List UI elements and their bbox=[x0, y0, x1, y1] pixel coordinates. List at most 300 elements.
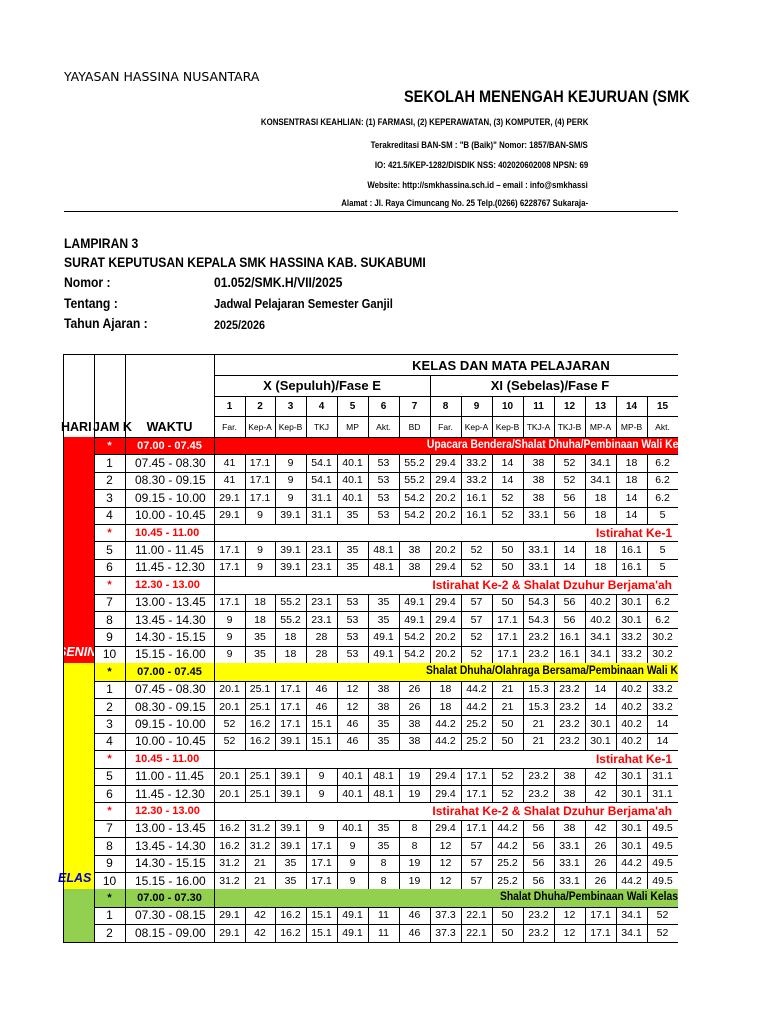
col-line bbox=[523, 837, 524, 854]
schedule-cell: 30.1 bbox=[621, 770, 642, 783]
class-name: Kep-B bbox=[278, 422, 303, 432]
class-number: 15 bbox=[656, 400, 669, 412]
schedule-cell: 30.2 bbox=[652, 648, 673, 661]
col-line bbox=[585, 872, 586, 889]
col-line bbox=[306, 507, 307, 524]
schedule-cell: 38 bbox=[377, 700, 390, 713]
schedule-cell: 25.2 bbox=[466, 735, 487, 748]
schedule-cell: 21 bbox=[501, 700, 514, 713]
col-line bbox=[616, 681, 617, 698]
col-line bbox=[245, 785, 246, 802]
col-line bbox=[554, 768, 555, 785]
schedule-cell: 35 bbox=[284, 874, 297, 887]
col-line bbox=[461, 681, 462, 698]
schedule-cell: 38 bbox=[408, 718, 421, 731]
jam-cell: 2 bbox=[106, 473, 113, 488]
schedule-cell: 30.1 bbox=[621, 787, 642, 800]
schedule-cell: 29.4 bbox=[435, 457, 456, 470]
table-left bbox=[63, 354, 64, 942]
col-line bbox=[647, 489, 648, 506]
col-line bbox=[337, 855, 338, 872]
col-line bbox=[368, 594, 369, 611]
schedule-cell: 30.1 bbox=[621, 822, 642, 835]
class-number: 12 bbox=[563, 400, 576, 412]
schedule-cell: 41 bbox=[223, 457, 236, 470]
class-name: Far. bbox=[438, 422, 453, 432]
schedule-cell: 21 bbox=[532, 735, 545, 748]
schedule-cell: 33.2 bbox=[652, 700, 673, 713]
schedule-cell: 46 bbox=[346, 718, 359, 731]
col-line bbox=[492, 559, 493, 576]
schedule-cell: 29.4 bbox=[435, 596, 456, 609]
schedule-cell: 42 bbox=[594, 787, 607, 800]
schedule-cell: 20.1 bbox=[219, 770, 240, 783]
col-line bbox=[523, 698, 524, 715]
col-line bbox=[492, 872, 493, 889]
col-line bbox=[430, 541, 431, 558]
schedule-cell: 35 bbox=[254, 648, 266, 661]
col-line bbox=[492, 768, 493, 785]
col-line bbox=[245, 698, 246, 715]
schedule-cell: 17.1 bbox=[466, 822, 487, 835]
schedule-cell: 54.1 bbox=[311, 474, 332, 487]
col-line bbox=[554, 924, 555, 941]
schedule-cell: 30.1 bbox=[621, 839, 642, 852]
col-line bbox=[523, 594, 524, 611]
schedule-cell: 18 bbox=[625, 457, 638, 470]
col-line bbox=[554, 454, 555, 471]
schedule-cell: 56 bbox=[563, 596, 576, 609]
schedule-cell: 30.1 bbox=[590, 718, 611, 731]
waktu-cell: 15.15 - 16.00 bbox=[135, 647, 206, 662]
col-line bbox=[306, 472, 307, 489]
schedule-cell: 20.1 bbox=[219, 787, 240, 800]
nomor-label: Nomor : bbox=[64, 275, 111, 290]
tentang-label: Tentang : bbox=[64, 296, 118, 311]
class-number: 3 bbox=[287, 400, 294, 412]
schedule-cell: 52 bbox=[563, 457, 576, 470]
header-line bbox=[214, 375, 678, 376]
schedule-cell: 16.2 bbox=[249, 718, 271, 731]
col-line bbox=[461, 733, 462, 750]
col-line bbox=[585, 541, 586, 558]
col-line bbox=[554, 785, 555, 802]
col-line bbox=[337, 837, 338, 854]
col-line bbox=[399, 855, 400, 872]
col-line bbox=[245, 733, 246, 750]
col-line bbox=[306, 820, 307, 837]
schedule-cell: 33.1 bbox=[559, 857, 580, 870]
col-line bbox=[306, 489, 307, 506]
col-line bbox=[368, 924, 369, 941]
col-line bbox=[275, 872, 276, 889]
schedule-cell: 17.1 bbox=[249, 491, 271, 504]
schedule-cell: 57 bbox=[470, 596, 483, 609]
col-line bbox=[461, 768, 462, 785]
col-line bbox=[306, 454, 307, 471]
col-line bbox=[368, 454, 369, 471]
col-line bbox=[368, 907, 369, 924]
schedule-cell: 31.2 bbox=[219, 857, 240, 870]
schedule-cell: 42 bbox=[254, 926, 266, 939]
col-line bbox=[647, 698, 648, 715]
col-line bbox=[399, 681, 400, 698]
schedule-cell: 34.1 bbox=[590, 648, 611, 661]
day-label: ELAS bbox=[58, 871, 92, 886]
schedule-cell: 40.2 bbox=[590, 613, 611, 626]
schedule-cell: 37.3 bbox=[435, 909, 456, 922]
schedule-cell: 40.1 bbox=[342, 457, 363, 470]
col-line bbox=[492, 681, 493, 698]
col-line bbox=[461, 396, 462, 437]
col-line bbox=[585, 855, 586, 872]
col-line bbox=[306, 396, 307, 437]
schedule-cell: 49.5 bbox=[652, 874, 673, 887]
col-line bbox=[523, 646, 524, 663]
col-line bbox=[94, 354, 95, 942]
schedule-cell: 52 bbox=[470, 648, 483, 661]
col-line bbox=[275, 924, 276, 941]
waktu-cell: 11.00 - 11.45 bbox=[135, 769, 204, 784]
col-line bbox=[523, 559, 524, 576]
col-line bbox=[461, 507, 462, 524]
col-line bbox=[492, 396, 493, 437]
col-line bbox=[306, 715, 307, 732]
jam-cell: 7 bbox=[106, 821, 113, 836]
col-line bbox=[523, 541, 524, 558]
schedule-cell: 30.1 bbox=[621, 613, 642, 626]
schedule-cell: 52 bbox=[501, 770, 514, 783]
col-line bbox=[647, 837, 648, 854]
col-line bbox=[523, 924, 524, 941]
col-line bbox=[337, 541, 338, 558]
schedule-cell: 56 bbox=[563, 491, 576, 504]
schedule-cell: 50 bbox=[501, 561, 514, 574]
col-line bbox=[616, 820, 617, 837]
col-line bbox=[399, 715, 400, 732]
col-line bbox=[275, 785, 276, 802]
col-line bbox=[523, 472, 524, 489]
table-top bbox=[214, 354, 678, 355]
col-line bbox=[523, 715, 524, 732]
col-line bbox=[399, 924, 400, 941]
col-line bbox=[616, 541, 617, 558]
col-line bbox=[647, 559, 648, 576]
schedule-cell: 40.1 bbox=[342, 822, 363, 835]
col-line bbox=[399, 507, 400, 524]
schedule-cell: 25.1 bbox=[249, 683, 271, 696]
col-line bbox=[616, 611, 617, 628]
col-line bbox=[245, 594, 246, 611]
schedule-cell: 52 bbox=[563, 474, 576, 487]
schedule-cell: 50 bbox=[501, 926, 514, 939]
col-line bbox=[523, 611, 524, 628]
col-line bbox=[245, 628, 246, 645]
schedule-cell: 18 bbox=[254, 596, 266, 609]
waktu-cell: 07.45 - 08.30 bbox=[135, 682, 206, 697]
schedule-cell: 35 bbox=[346, 544, 359, 557]
col-line bbox=[647, 472, 648, 489]
schedule-cell: 14 bbox=[594, 700, 607, 713]
schedule-cell: 23.1 bbox=[311, 596, 332, 609]
letterhead-line-5: Alamat : Jl. Raya Cimuncang No. 25 Telp.(0266) 6228767 Sukaraja- bbox=[341, 198, 588, 209]
schedule-cell: 34.1 bbox=[590, 457, 611, 470]
schedule-cell: 40.1 bbox=[342, 491, 363, 504]
waktu-cell: 10.00 - 10.45 bbox=[135, 508, 206, 523]
col-line bbox=[616, 733, 617, 750]
waktu-cell: 13.00 - 13.45 bbox=[135, 595, 206, 610]
col-line bbox=[430, 507, 431, 524]
schedule-cell: 57 bbox=[470, 874, 483, 887]
day-label bbox=[58, 922, 98, 939]
schedule-cell: 14 bbox=[625, 509, 638, 522]
col-line bbox=[368, 872, 369, 889]
letterhead-line-1: KONSENTRASI KEAHLIAN: (1) FARMASI, (2) KEPERAWATAN, (3) KOMPUTER, (4) PERK bbox=[260, 117, 588, 128]
col-line bbox=[306, 924, 307, 941]
schedule-cell: 31.1 bbox=[311, 509, 332, 522]
schedule-cell: 38 bbox=[377, 683, 390, 696]
schedule-cell: 17.1 bbox=[219, 561, 240, 574]
schedule-cell: 56 bbox=[532, 822, 545, 835]
schedule-cell: 40.2 bbox=[621, 700, 642, 713]
col-line bbox=[461, 559, 462, 576]
col-line bbox=[337, 698, 338, 715]
schedule-cell: 39.1 bbox=[280, 509, 301, 522]
col-line bbox=[554, 472, 555, 489]
schedule-cell: 48.1 bbox=[373, 544, 394, 557]
col-line bbox=[647, 768, 648, 785]
schedule-cell: 17.1 bbox=[497, 613, 518, 626]
schedule-cell: 18 bbox=[594, 509, 607, 522]
schedule-cell: 52 bbox=[223, 718, 236, 731]
schedule-cell: 33.1 bbox=[559, 874, 580, 887]
schedule-cell: 56 bbox=[563, 509, 576, 522]
col-line bbox=[430, 628, 431, 645]
col-line bbox=[461, 698, 462, 715]
schedule-cell: 38 bbox=[532, 474, 545, 487]
col-line bbox=[585, 472, 586, 489]
decree-title: SURAT KEPUTUSAN KEPALA SMK HASSINA KAB. SUKABUMI bbox=[64, 255, 426, 270]
schedule-cell: 44.2 bbox=[621, 857, 642, 870]
class-number: 8 bbox=[442, 400, 449, 412]
col-line bbox=[523, 785, 524, 802]
schedule-cell: 38 bbox=[532, 457, 545, 470]
col-line bbox=[337, 628, 338, 645]
schedule-cell: 17.1 bbox=[590, 909, 611, 922]
waktu-cell: 08.30 - 09.15 bbox=[135, 699, 206, 714]
schedule-cell: 17.1 bbox=[249, 474, 271, 487]
schedule-cell: 6.2 bbox=[655, 613, 670, 626]
schedule-cell: 16.1 bbox=[559, 631, 580, 644]
col-line bbox=[585, 489, 586, 506]
col-line bbox=[275, 489, 276, 506]
col-line bbox=[430, 646, 431, 663]
col-line bbox=[368, 559, 369, 576]
jam-cell: 4 bbox=[106, 734, 113, 749]
schedule-cell: 33.1 bbox=[528, 509, 549, 522]
schedule-cell: 25.1 bbox=[249, 700, 271, 713]
schedule-cell: 25.2 bbox=[497, 874, 518, 887]
col-line bbox=[306, 907, 307, 924]
col-line bbox=[554, 907, 555, 924]
col-line bbox=[306, 837, 307, 854]
schedule-cell: 9 bbox=[318, 822, 325, 835]
schedule-cell: 49.1 bbox=[342, 926, 363, 939]
col-line bbox=[554, 541, 555, 558]
col-line bbox=[554, 611, 555, 628]
col-line bbox=[461, 924, 462, 941]
schedule-cell: 52 bbox=[656, 926, 669, 939]
schedule-cell: 25.2 bbox=[466, 718, 487, 731]
waktu-cell: 07.00 - 07.45 bbox=[137, 439, 202, 452]
jam-cell: * bbox=[107, 526, 112, 539]
schedule-cell: 16.1 bbox=[621, 544, 642, 557]
col-line bbox=[430, 872, 431, 889]
col-line bbox=[368, 733, 369, 750]
schedule-cell: 18 bbox=[625, 474, 638, 487]
schedule-cell: 17.1 bbox=[249, 457, 271, 470]
schedule-cell: 20.1 bbox=[219, 683, 240, 696]
col-line bbox=[616, 646, 617, 663]
schedule-cell: 14 bbox=[563, 561, 576, 574]
schedule-cell: 9 bbox=[287, 474, 294, 487]
col-line bbox=[585, 594, 586, 611]
schedule-cell: 53 bbox=[346, 631, 359, 644]
col-line bbox=[337, 454, 338, 471]
schedule-cell: 18 bbox=[439, 683, 452, 696]
col-line bbox=[430, 454, 431, 471]
col-line bbox=[399, 768, 400, 785]
grade-xi-header: XI (Sebelas)/Fase F bbox=[490, 377, 610, 393]
schedule-cell: 19 bbox=[408, 874, 421, 887]
col-line bbox=[306, 733, 307, 750]
nomor-value: 01.052/SMK.H/VII/2025 bbox=[214, 275, 343, 290]
schedule-cell: 17.1 bbox=[280, 683, 301, 696]
schedule-cell: 35 bbox=[377, 613, 390, 626]
class-name: Akt. bbox=[376, 422, 391, 432]
schedule-cell: 16.2 bbox=[280, 909, 301, 922]
schedule-cell: 35 bbox=[377, 822, 390, 835]
schedule-cell: 39.1 bbox=[280, 822, 301, 835]
schedule-cell: 14 bbox=[501, 474, 514, 487]
schedule-cell: 9 bbox=[257, 561, 263, 574]
class-number: 2 bbox=[257, 400, 263, 412]
col-line bbox=[275, 559, 276, 576]
schedule-cell: 25.2 bbox=[497, 857, 518, 870]
class-number: 5 bbox=[349, 400, 356, 412]
jam-cell: * bbox=[107, 439, 112, 452]
col-line bbox=[585, 507, 586, 524]
col-line bbox=[368, 837, 369, 854]
class-name: Akt. bbox=[655, 422, 670, 432]
schedule-cell: 23.2 bbox=[559, 718, 580, 731]
letterhead-line-4: Website: http://smkhassina.sch.id – email : info@smkhassi bbox=[367, 180, 588, 191]
band-activity: Shalat Dhuha/Pembinaan Wali Kelas bbox=[500, 889, 678, 904]
schedule-cell: 17.1 bbox=[219, 544, 240, 557]
schedule-cell: 9 bbox=[349, 857, 356, 870]
schedule-cell: 54.1 bbox=[311, 457, 332, 470]
col-line bbox=[492, 715, 493, 732]
col-line bbox=[368, 768, 369, 785]
schedule-cell: 29.4 bbox=[435, 561, 456, 574]
waktu-cell: 07.00 - 07.30 bbox=[137, 892, 202, 905]
col-line bbox=[461, 837, 462, 854]
schedule-cell: 31.2 bbox=[219, 874, 240, 887]
col-line bbox=[461, 855, 462, 872]
header-bottom bbox=[94, 437, 678, 438]
col-line bbox=[399, 454, 400, 471]
col-line bbox=[337, 396, 338, 437]
schedule-cell: 53 bbox=[377, 474, 390, 487]
jam-cell: 6 bbox=[106, 786, 113, 801]
col-line bbox=[616, 472, 617, 489]
schedule-cell: 29.4 bbox=[435, 770, 456, 783]
col-line bbox=[275, 715, 276, 732]
schedule-cell: 39.1 bbox=[280, 561, 301, 574]
band-activity: Upacara Bendera/Shalat Dhuha/Pembinaan Wali Ke bbox=[426, 437, 678, 451]
col-line bbox=[275, 454, 276, 471]
col-line bbox=[554, 594, 555, 611]
col-line bbox=[647, 628, 648, 645]
col-line bbox=[523, 872, 524, 889]
class-number: 4 bbox=[318, 400, 325, 412]
col-line bbox=[399, 472, 400, 489]
waktu-cell: 07.30 - 08.15 bbox=[135, 908, 206, 923]
col-line bbox=[275, 733, 276, 750]
col-line bbox=[399, 628, 400, 645]
schedule-cell: 29.4 bbox=[435, 822, 456, 835]
jam-cell: * bbox=[107, 752, 112, 765]
col-line bbox=[337, 785, 338, 802]
schedule-cell: 52 bbox=[470, 544, 483, 557]
col-line bbox=[275, 507, 276, 524]
schedule-cell: 44.2 bbox=[435, 718, 456, 731]
schedule-cell: 23.1 bbox=[311, 613, 332, 626]
schedule-cell: 41 bbox=[223, 474, 236, 487]
schedule-cell: 53 bbox=[346, 613, 359, 626]
col-line bbox=[616, 715, 617, 732]
schedule-cell: 12 bbox=[563, 909, 576, 922]
schedule-cell: 54.2 bbox=[404, 631, 425, 644]
schedule-cell: 9 bbox=[226, 631, 233, 644]
col-line bbox=[368, 820, 369, 837]
schedule-cell: 31.1 bbox=[652, 770, 673, 783]
schedule-cell: 39.1 bbox=[280, 839, 301, 852]
col-line bbox=[554, 820, 555, 837]
col-line bbox=[647, 924, 648, 941]
schedule-cell: 49.5 bbox=[652, 857, 673, 870]
col-line bbox=[430, 715, 431, 732]
jam-cell: * bbox=[107, 578, 112, 591]
waktu-cell: 08.15 - 09.00 bbox=[135, 925, 206, 940]
col-line bbox=[616, 785, 617, 802]
waktu-cell: 10.00 - 10.45 bbox=[135, 734, 206, 749]
col-line bbox=[430, 698, 431, 715]
schedule-cell: 19 bbox=[408, 787, 421, 800]
schedule-cell: 57 bbox=[470, 613, 483, 626]
table-top bbox=[63, 354, 214, 355]
schedule-cell: 39.1 bbox=[280, 787, 301, 800]
col-line bbox=[616, 396, 617, 437]
schedule-cell: 12 bbox=[346, 700, 359, 713]
letterhead-line-3: IO: 421.5/KEP-1282/DISDIK NSS: 402020602008 NPSN: 69 bbox=[374, 160, 588, 171]
jam-cell: 2 bbox=[106, 699, 113, 714]
schedule-cell: 40.2 bbox=[621, 735, 642, 748]
col-line bbox=[275, 681, 276, 698]
col-line bbox=[647, 733, 648, 750]
col-line bbox=[245, 541, 246, 558]
schedule-cell: 38 bbox=[563, 787, 576, 800]
